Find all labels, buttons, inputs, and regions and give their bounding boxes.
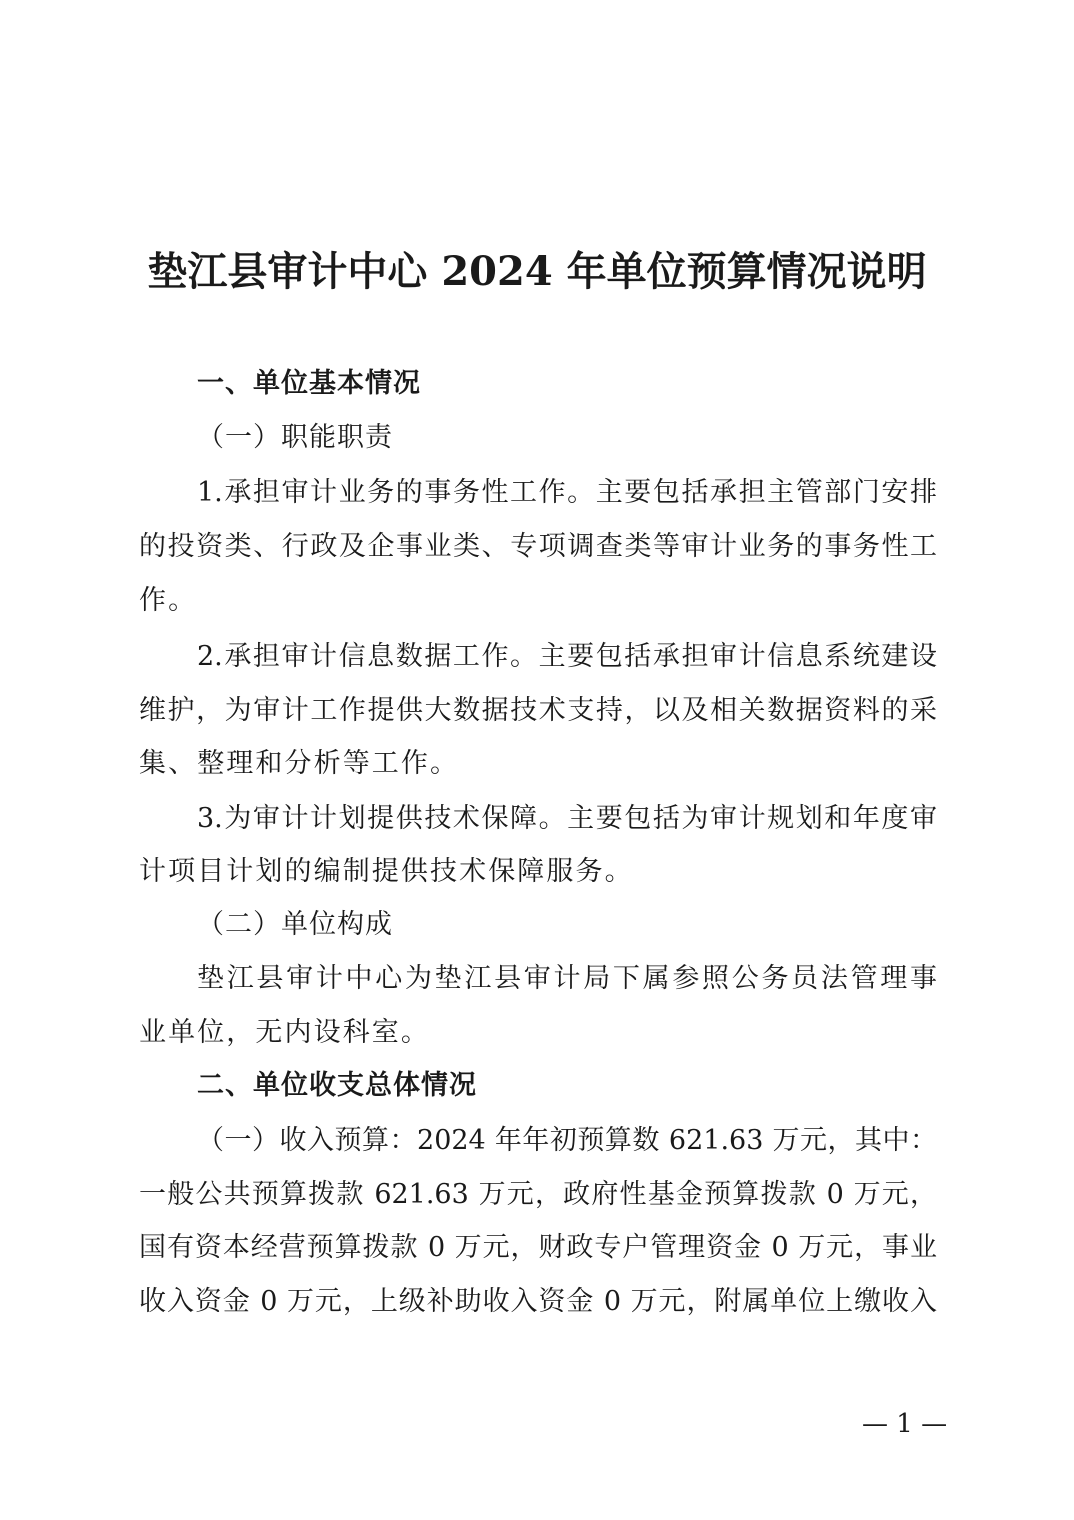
- paragraph-line: 3.为审计计划提供技术保障。主要包括为审计规划和年度审: [197, 803, 937, 834]
- document-title: 垫江县审计中心 2024 年单位预算情况说明: [147, 248, 927, 295]
- paragraph-line: 计项目计划的编制提供技术保障服务。: [139, 856, 634, 887]
- paragraph-line: 业单位，无内设科室。: [139, 1017, 430, 1048]
- page-number: — 1 —: [862, 1409, 948, 1439]
- paragraph-line: 维护，为审计工作提供大数据技术支持，以及相关数据资料的采: [139, 695, 937, 726]
- section-heading-2: 二、单位收支总体情况: [197, 1070, 477, 1101]
- subsection-heading-duties: （一）职能职责: [197, 422, 393, 453]
- paragraph-line: 收入资金 0 万元，上级补助收入资金 0 万元，附属单位上缴收入: [139, 1286, 937, 1317]
- paragraph-line: 一般公共预算拨款 621.63 万元，政府性基金预算拨款 0 万元，: [139, 1179, 937, 1210]
- section-heading-1: 一、单位基本情况: [197, 368, 421, 399]
- paragraph-line: 集、整理和分析等工作。: [139, 748, 460, 779]
- subsection-heading-structure: （二）单位构成: [197, 909, 393, 940]
- paragraph-line: 2.承担审计信息数据工作。主要包括承担审计信息系统建设: [197, 641, 937, 672]
- paragraph-line: 垫江县审计中心为垫江县审计局下属参照公务员法管理事: [197, 963, 937, 994]
- paragraph-line: 1.承担审计业务的事务性工作。主要包括承担主管部门安排: [197, 477, 937, 508]
- paragraph-line: （一）收入预算：2024 年年初预算数 621.63 万元，其中：: [197, 1125, 937, 1156]
- paragraph-line: 作。: [139, 585, 198, 616]
- paragraph-line: 国有资本经营预算拨款 0 万元，财政专户管理资金 0 万元，事业: [139, 1232, 937, 1263]
- paragraph-line: 的投资类、行政及企事业类、专项调查类等审计业务的事务性工: [139, 531, 937, 562]
